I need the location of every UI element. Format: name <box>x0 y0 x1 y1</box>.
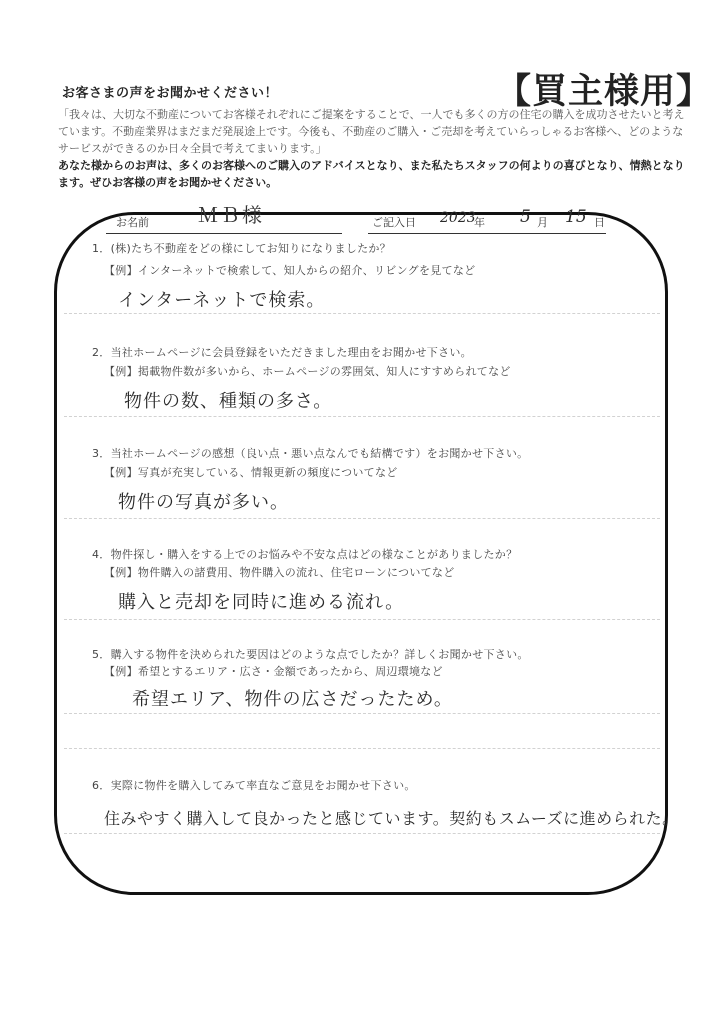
date-underline <box>368 233 606 234</box>
date-label: ご記入日 <box>372 216 416 229</box>
name-value: ＭＢ様 <box>198 203 264 227</box>
answer-rule <box>64 416 660 417</box>
question-5: 5．購入する物件を決められた要因はどのような点でしたか？詳しくお聞かせ下さい。 <box>92 648 529 661</box>
answer-rule <box>64 518 660 519</box>
date-day: 15 <box>565 207 587 227</box>
answer-1: インターネットで検索。 <box>118 290 326 311</box>
date-year: 2023 <box>440 210 476 226</box>
buyer-tag: 【買主様用】 <box>496 72 713 112</box>
answer-rule <box>64 713 660 714</box>
date-month: 5 <box>520 207 531 227</box>
form-heading: お客さまの声をお聞かせください！ <box>62 86 279 101</box>
name-underline <box>106 233 342 234</box>
answer-3: 物件の写真が多い。 <box>118 492 289 513</box>
date-year-unit: 年 <box>474 216 485 229</box>
answer-5: 希望エリア、物件の広さだったため。 <box>132 689 453 710</box>
question-4: 4．物件探し・購入をする上でのお悩みや不安な点はどの様なことがありましたか？ <box>92 548 518 561</box>
intro-text: 「我々は、大切な不動産についてお客様それぞれにご提案をすることで、一人でも多くの方の住宅の購入を成功させたいと考えています。不動産業界はまだまだ発展途上です。今後も、不動産のご購入・ご売却を考えていらっしゃるお客様へ、どのようなサービスができるのか日々全員で考えてまいります。」 <box>58 108 685 155</box>
question-1-example: 【例】インターネットで検索して、知人からの紹介、リビングを見てなど <box>104 264 476 277</box>
answer-6: 住みやすく購入して良かったと感じています。契約もスムーズに進められた。 <box>104 809 679 828</box>
question-3-example: 【例】写真が充実している、情報更新の頻度についてなど <box>104 466 398 479</box>
date-month-unit: 月 <box>537 216 548 229</box>
question-6: 6．実際に物件を購入してみて率直なご意見をお聞かせ下さい。 <box>92 779 416 792</box>
date-day-unit: 日 <box>594 216 605 229</box>
answer-4: 購入と売却を同時に進める流れ。 <box>118 592 405 613</box>
answer-rule <box>64 833 660 834</box>
question-2-example: 【例】掲載物件数が多いから、ホームページの雰囲気、知人にすすめられてなど <box>104 365 511 378</box>
answer-rule <box>64 619 660 620</box>
answer-rule <box>64 748 660 749</box>
question-1: 1．(株)たち不動産をどの様にしてお知りになりましたか？ <box>92 242 391 255</box>
question-5-example: 【例】希望とするエリア・広さ・金額であったから、周辺環境など <box>104 665 443 678</box>
name-label: お名前 <box>116 216 149 229</box>
question-4-example: 【例】物件購入の諸費用、物件購入の流れ、住宅ローンについてなど <box>104 566 455 579</box>
question-3: 3．当社ホームページの感想（良い点・悪い点なんでも結構です）をお聞かせ下さい。 <box>92 447 529 460</box>
intro-request-text: あなた様からのお声は、多くのお客様へのご購入のアドバイスとなり、また私たちスタッフの何よりの喜びとなり、情熱となります。ぜひお客様の声をお聞かせください。 <box>58 159 685 189</box>
answer-rule <box>64 313 660 314</box>
question-2: 2．当社ホームページに会員登録をいただきました理由をお聞かせ下さい。 <box>92 346 472 359</box>
answer-2: 物件の数、種類の多さ。 <box>124 391 333 412</box>
